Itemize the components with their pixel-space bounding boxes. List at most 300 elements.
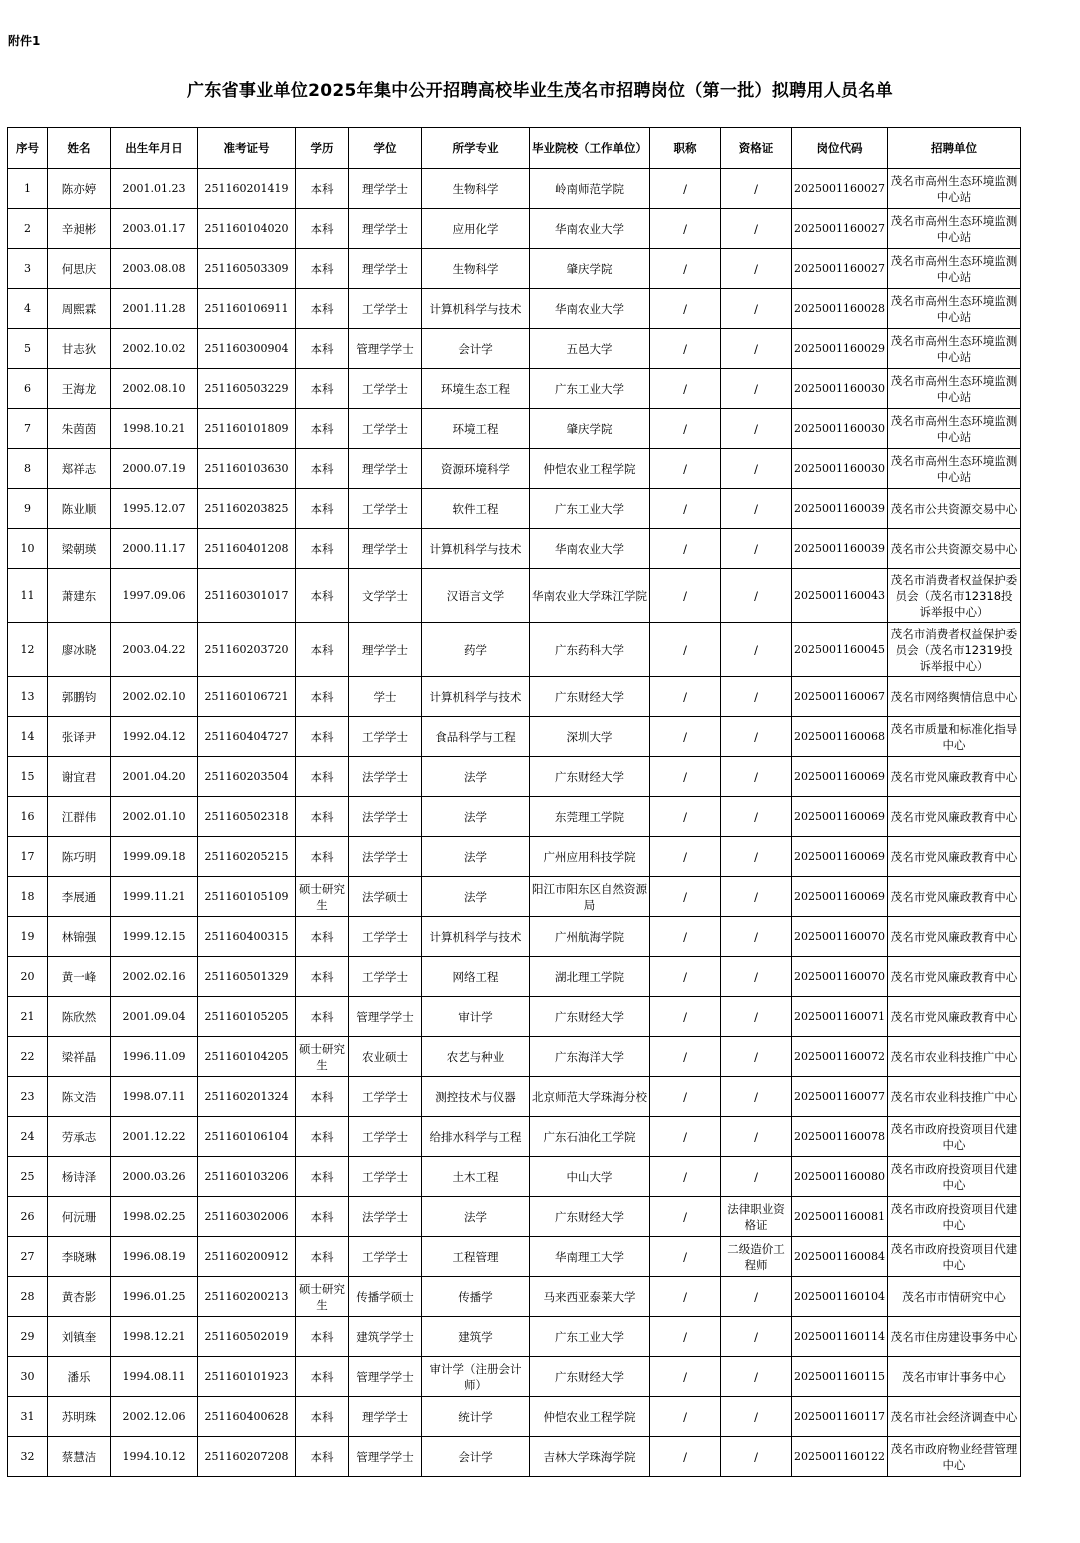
cell-unit: 茂名市党风廉政教育中心 [888,917,1021,957]
cell-name: 蔡慧洁 [48,1437,111,1477]
cell-post-code: 2025001160072 [792,1037,888,1077]
cell-name: 黄杏影 [48,1277,111,1317]
cell-birth: 1996.08.19 [111,1237,198,1277]
cell-birth: 2000.03.26 [111,1157,198,1197]
cell-major: 汉语言文学 [422,569,530,623]
cell-unit: 茂名市高州生态环境监测中心站 [888,169,1021,209]
cell-school: 广东海洋大学 [530,1037,650,1077]
cell-cert: 二级造价工程师 [721,1237,792,1277]
cell-major: 法学 [422,797,530,837]
cell-degree: 工学学士 [349,1077,422,1117]
cell-degree: 管理学学士 [349,997,422,1037]
cell-title: / [650,449,721,489]
table-row [8,1037,1021,1077]
cell-education: 本科 [296,917,349,957]
cell-no: 22 [8,1037,48,1077]
cell-cert: / [721,489,792,529]
table-row [8,717,1021,757]
cell-post-code: 2025001160077 [792,1077,888,1117]
cell-cert: / [721,997,792,1037]
cell-no: 17 [8,837,48,877]
cell-name: 谢宜君 [48,757,111,797]
cell-school: 华南农业大学 [530,529,650,569]
table-row [8,449,1021,489]
cell-education: 本科 [296,997,349,1037]
cell-exam-no: 251160106104 [198,1117,296,1157]
cell-cert: / [721,1357,792,1397]
cell-exam-no: 251160301017 [198,569,296,623]
cell-no: 4 [8,289,48,329]
cell-no: 30 [8,1357,48,1397]
cell-exam-no: 251160101923 [198,1357,296,1397]
table-row [8,1317,1021,1357]
cell-exam-no: 251160105109 [198,877,296,917]
cell-school: 华南农业大学 [530,209,650,249]
cell-exam-no: 251160104205 [198,1037,296,1077]
cell-name: 甘志狄 [48,329,111,369]
cell-major: 农艺与种业 [422,1037,530,1077]
cell-title: / [650,1317,721,1357]
cell-no: 10 [8,529,48,569]
cell-school: 广东财经大学 [530,1197,650,1237]
cell-school: 肇庆学院 [530,409,650,449]
cell-post-code: 2025001160070 [792,917,888,957]
table-row [8,1117,1021,1157]
table-row [8,169,1021,209]
cell-exam-no: 251160302006 [198,1197,296,1237]
cell-major: 法学 [422,1197,530,1237]
cell-cert: / [721,1317,792,1357]
cell-school: 广东财经大学 [530,1357,650,1397]
cell-no: 32 [8,1437,48,1477]
header-post-code: 岗位代码 [792,128,888,169]
cell-education: 本科 [296,1237,349,1277]
cell-education: 本科 [296,623,349,677]
cell-exam-no: 251160501329 [198,957,296,997]
cell-unit: 茂名市政府投资项目代建中心 [888,1197,1021,1237]
cell-no: 1 [8,169,48,209]
cell-education: 本科 [296,369,349,409]
cell-unit: 茂名市农业科技推广中心 [888,1037,1021,1077]
cell-education: 本科 [296,489,349,529]
cell-major: 应用化学 [422,209,530,249]
header-education: 学历 [296,128,349,169]
cell-title: / [650,717,721,757]
cell-birth: 1999.09.18 [111,837,198,877]
cell-degree: 建筑学学士 [349,1317,422,1357]
cell-major: 计算机科学与技术 [422,529,530,569]
cell-school: 仲恺农业工程学院 [530,1397,650,1437]
cell-education: 硕士研究生 [296,1277,349,1317]
cell-cert: 法律职业资格证 [721,1197,792,1237]
table-row [8,797,1021,837]
cell-unit: 茂名市党风廉政教育中心 [888,837,1021,877]
cell-birth: 2001.01.23 [111,169,198,209]
cell-no: 24 [8,1117,48,1157]
cell-major: 软件工程 [422,489,530,529]
cell-no: 2 [8,209,48,249]
table-row [8,289,1021,329]
cell-unit: 茂名市党风廉政教育中心 [888,797,1021,837]
table-row [8,1357,1021,1397]
cell-no: 3 [8,249,48,289]
cell-no: 23 [8,1077,48,1117]
cell-major: 法学 [422,877,530,917]
cell-school: 广州航海学院 [530,917,650,957]
cell-unit: 茂名市审计事务中心 [888,1357,1021,1397]
cell-title: / [650,1157,721,1197]
cell-exam-no: 251160203720 [198,623,296,677]
cell-major: 土木工程 [422,1157,530,1197]
cell-title: / [650,569,721,623]
cell-no: 7 [8,409,48,449]
cell-school: 广东财经大学 [530,757,650,797]
cell-birth: 2003.08.08 [111,249,198,289]
cell-birth: 1995.12.07 [111,489,198,529]
cell-unit: 茂名市高州生态环境监测中心站 [888,369,1021,409]
cell-post-code: 2025001160069 [792,877,888,917]
cell-education: 本科 [296,409,349,449]
header-school: 毕业院校（工作单位） [530,128,650,169]
cell-degree: 工学学士 [349,957,422,997]
cell-name: 陈欣然 [48,997,111,1037]
table-row [8,1197,1021,1237]
cell-unit: 茂名市高州生态环境监测中心站 [888,209,1021,249]
cell-post-code: 2025001160070 [792,957,888,997]
cell-name: 陈文浩 [48,1077,111,1117]
table-body [8,169,1021,1477]
cell-major: 审计学 [422,997,530,1037]
cell-name: 何思庆 [48,249,111,289]
table-row [8,957,1021,997]
cell-birth: 2000.07.19 [111,449,198,489]
cell-major: 法学 [422,757,530,797]
cell-no: 16 [8,797,48,837]
cell-post-code: 2025001160081 [792,1197,888,1237]
cell-degree: 工学学士 [349,917,422,957]
cell-no: 28 [8,1277,48,1317]
cell-name: 王海龙 [48,369,111,409]
cell-school: 北京师范大学珠海分校 [530,1077,650,1117]
cell-education: 本科 [296,1197,349,1237]
cell-post-code: 2025001160027 [792,249,888,289]
cell-major: 测控技术与仪器 [422,1077,530,1117]
cell-cert: / [721,329,792,369]
cell-exam-no: 251160103206 [198,1157,296,1197]
cell-major: 法学 [422,837,530,877]
cell-exam-no: 251160201419 [198,169,296,209]
cell-major: 计算机科学与技术 [422,917,530,957]
cell-cert: / [721,797,792,837]
cell-title: / [650,917,721,957]
cell-cert: / [721,917,792,957]
cell-unit: 茂名市网络舆情信息中心 [888,677,1021,717]
cell-major: 会计学 [422,329,530,369]
cell-title: / [650,1357,721,1397]
cell-major: 生物科学 [422,249,530,289]
cell-exam-no: 251160503229 [198,369,296,409]
cell-post-code: 2025001160117 [792,1397,888,1437]
cell-education: 本科 [296,797,349,837]
cell-no: 26 [8,1197,48,1237]
cell-no: 13 [8,677,48,717]
cell-name: 黄一峰 [48,957,111,997]
cell-title: / [650,529,721,569]
cell-education: 本科 [296,837,349,877]
table-row [8,623,1021,677]
cell-no: 19 [8,917,48,957]
cell-school: 广东财经大学 [530,677,650,717]
cell-education: 本科 [296,449,349,489]
cell-name: 郑祥志 [48,449,111,489]
cell-exam-no: 251160200213 [198,1277,296,1317]
cell-degree: 工学学士 [349,369,422,409]
cell-school: 马来西亚泰莱大学 [530,1277,650,1317]
cell-exam-no: 251160404727 [198,717,296,757]
cell-school: 岭南师范学院 [530,169,650,209]
cell-exam-no: 251160400315 [198,917,296,957]
cell-school: 广东工业大学 [530,369,650,409]
cell-exam-no: 251160401208 [198,529,296,569]
cell-name: 梁祥晶 [48,1037,111,1077]
cell-school: 阳江市阳东区自然资源局 [530,877,650,917]
cell-post-code: 2025001160030 [792,369,888,409]
cell-birth: 2002.08.10 [111,369,198,409]
cell-major: 审计学（注册会计师） [422,1357,530,1397]
cell-post-code: 2025001160039 [792,529,888,569]
cell-title: / [650,1117,721,1157]
cell-title: / [650,1197,721,1237]
cell-name: 何沅珊 [48,1197,111,1237]
cell-school: 广州应用科技学院 [530,837,650,877]
cell-unit: 茂名市质量和标准化指导中心 [888,717,1021,757]
cell-post-code: 2025001160122 [792,1437,888,1477]
cell-exam-no: 251160300904 [198,329,296,369]
cell-exam-no: 251160104020 [198,209,296,249]
cell-school: 仲恺农业工程学院 [530,449,650,489]
cell-major: 计算机科学与技术 [422,677,530,717]
cell-title: / [650,249,721,289]
cell-degree: 法学学士 [349,837,422,877]
cell-exam-no: 251160503309 [198,249,296,289]
cell-title: / [650,837,721,877]
cell-title: / [650,957,721,997]
cell-post-code: 2025001160045 [792,623,888,677]
cell-title: / [650,1037,721,1077]
header-title: 职称 [650,128,721,169]
cell-title: / [650,1237,721,1277]
cell-cert: / [721,623,792,677]
cell-birth: 2002.10.02 [111,329,198,369]
cell-cert: / [721,529,792,569]
cell-title: / [650,623,721,677]
cell-no: 20 [8,957,48,997]
cell-major: 给排水科学与工程 [422,1117,530,1157]
cell-no: 8 [8,449,48,489]
cell-no: 14 [8,717,48,757]
cell-school: 华南农业大学 [530,289,650,329]
cell-degree: 理学学士 [349,169,422,209]
cell-cert: / [721,837,792,877]
cell-degree: 管理学学士 [349,1437,422,1477]
cell-exam-no: 251160502019 [198,1317,296,1357]
cell-major: 生物科学 [422,169,530,209]
cell-major: 统计学 [422,1397,530,1437]
cell-unit: 茂名市市情研究中心 [888,1277,1021,1317]
cell-post-code: 2025001160068 [792,717,888,757]
cell-title: / [650,369,721,409]
header-no: 序号 [8,128,48,169]
candidate-table [7,127,1021,1477]
cell-cert: / [721,1117,792,1157]
cell-name: 陈亦婷 [48,169,111,209]
header-exam-no: 准考证号 [198,128,296,169]
cell-no: 21 [8,997,48,1037]
cell-post-code: 2025001160114 [792,1317,888,1357]
cell-cert: / [721,1037,792,1077]
table-row [8,1077,1021,1117]
table-row [8,529,1021,569]
cell-school: 广东工业大学 [530,489,650,529]
cell-cert: / [721,249,792,289]
cell-unit: 茂名市消费者权益保护委员会（茂名市12318投诉举报中心） [888,569,1021,623]
cell-post-code: 2025001160039 [792,489,888,529]
cell-cert: / [721,289,792,329]
cell-major: 环境工程 [422,409,530,449]
cell-birth: 1992.04.12 [111,717,198,757]
cell-post-code: 2025001160078 [792,1117,888,1157]
cell-title: / [650,797,721,837]
cell-exam-no: 251160101809 [198,409,296,449]
table-header-row [8,128,1021,169]
cell-post-code: 2025001160069 [792,837,888,877]
cell-title: / [650,1077,721,1117]
cell-exam-no: 251160203504 [198,757,296,797]
cell-unit: 茂名市党风廉政教育中心 [888,757,1021,797]
cell-cert: / [721,877,792,917]
cell-exam-no: 251160106721 [198,677,296,717]
cell-exam-no: 251160205215 [198,837,296,877]
cell-degree: 工学学士 [349,1157,422,1197]
cell-post-code: 2025001160027 [792,209,888,249]
cell-degree: 理学学士 [349,449,422,489]
cell-unit: 茂名市公共资源交易中心 [888,529,1021,569]
cell-birth: 1999.11.21 [111,877,198,917]
cell-degree: 理学学士 [349,209,422,249]
table-row [8,489,1021,529]
cell-unit: 茂名市高州生态环境监测中心站 [888,289,1021,329]
cell-post-code: 2025001160084 [792,1237,888,1277]
cell-name: 杨诗泽 [48,1157,111,1197]
cell-degree: 理学学士 [349,529,422,569]
cell-birth: 2002.02.10 [111,677,198,717]
cell-school: 肇庆学院 [530,249,650,289]
cell-birth: 1996.11.09 [111,1037,198,1077]
table-row [8,1157,1021,1197]
cell-major: 环境生态工程 [422,369,530,409]
header-degree: 学位 [349,128,422,169]
cell-birth: 2002.12.06 [111,1397,198,1437]
cell-major: 资源环境科学 [422,449,530,489]
header-unit: 招聘单位 [888,128,1021,169]
cell-unit: 茂名市政府投资项目代建中心 [888,1157,1021,1197]
cell-cert: / [721,677,792,717]
cell-birth: 1998.07.11 [111,1077,198,1117]
cell-birth: 1998.10.21 [111,409,198,449]
cell-post-code: 2025001160080 [792,1157,888,1197]
cell-no: 15 [8,757,48,797]
cell-birth: 1997.09.06 [111,569,198,623]
cell-cert: / [721,1397,792,1437]
cell-education: 本科 [296,1077,349,1117]
cell-unit: 茂名市高州生态环境监测中心站 [888,409,1021,449]
cell-major: 工程管理 [422,1237,530,1277]
cell-degree: 法学学士 [349,757,422,797]
cell-name: 陈巧明 [48,837,111,877]
cell-name: 张译尹 [48,717,111,757]
cell-unit: 茂名市住房建设事务中心 [888,1317,1021,1357]
cell-cert: / [721,1157,792,1197]
table-row [8,1277,1021,1317]
cell-degree: 传播学硕士 [349,1277,422,1317]
cell-degree: 理学学士 [349,249,422,289]
cell-exam-no: 251160200912 [198,1237,296,1277]
cell-title: / [650,877,721,917]
cell-education: 本科 [296,329,349,369]
cell-cert: / [721,1437,792,1477]
cell-exam-no: 251160502318 [198,797,296,837]
cell-no: 27 [8,1237,48,1277]
cell-exam-no: 251160400628 [198,1397,296,1437]
cell-education: 本科 [296,169,349,209]
cell-name: 劳承志 [48,1117,111,1157]
cell-birth: 2002.01.10 [111,797,198,837]
cell-unit: 茂名市消费者权益保护委员会（茂名市12319投诉举报中心） [888,623,1021,677]
cell-degree: 理学学士 [349,623,422,677]
cell-major: 食品科学与工程 [422,717,530,757]
cell-no: 31 [8,1397,48,1437]
cell-birth: 1999.12.15 [111,917,198,957]
cell-exam-no: 251160105205 [198,997,296,1037]
table-row [8,757,1021,797]
cell-education: 本科 [296,1317,349,1357]
cell-birth: 2001.09.04 [111,997,198,1037]
cell-unit: 茂名市党风廉政教育中心 [888,997,1021,1037]
cell-education: 本科 [296,249,349,289]
table-row [8,877,1021,917]
cell-no: 5 [8,329,48,369]
cell-post-code: 2025001160029 [792,329,888,369]
cell-degree: 法学学士 [349,1197,422,1237]
cell-major: 网络工程 [422,957,530,997]
table-row [8,1397,1021,1437]
cell-major: 计算机科学与技术 [422,289,530,329]
cell-school: 华南理工大学 [530,1237,650,1277]
cell-name: 江群伟 [48,797,111,837]
cell-birth: 1998.12.21 [111,1317,198,1357]
cell-birth: 2003.04.22 [111,623,198,677]
cell-title: / [650,169,721,209]
cell-name: 刘镇奎 [48,1317,111,1357]
table-row [8,837,1021,877]
header-cert: 资格证 [721,128,792,169]
cell-no: 6 [8,369,48,409]
cell-name: 潘乐 [48,1357,111,1397]
cell-school: 广东工业大学 [530,1317,650,1357]
cell-unit: 茂名市高州生态环境监测中心站 [888,249,1021,289]
cell-title: / [650,289,721,329]
cell-degree: 法学硕士 [349,877,422,917]
